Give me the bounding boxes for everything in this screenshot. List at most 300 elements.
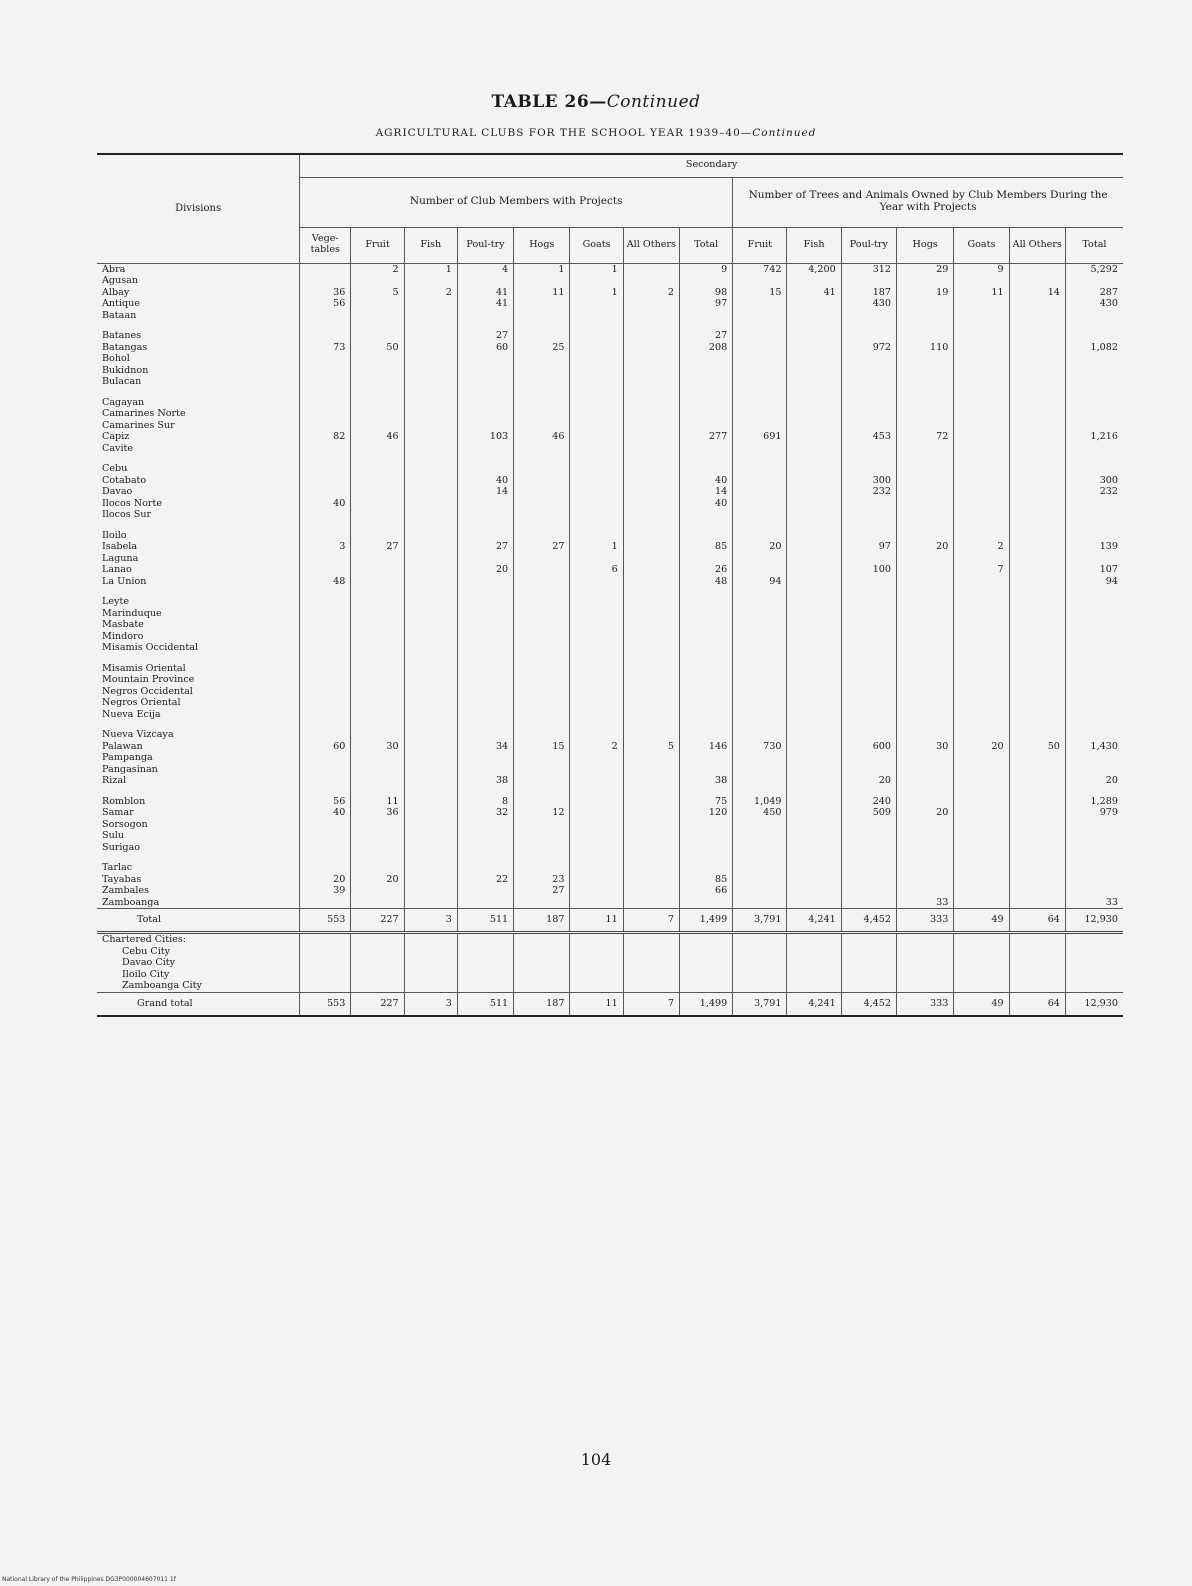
value-cell (897, 576, 954, 588)
value-cell: 240 (841, 787, 896, 808)
value-cell (457, 408, 513, 420)
table-row (97, 642, 1123, 654)
value-cell (1065, 321, 1123, 342)
value-cell (404, 619, 457, 631)
value-cell (1009, 969, 1065, 981)
value-cell: 232 (1065, 486, 1123, 498)
value-cell (897, 654, 954, 675)
value-cell (733, 842, 787, 854)
value-cell (954, 365, 1009, 377)
value-cell (570, 957, 623, 969)
value-cell (954, 807, 1009, 819)
value-cell (570, 709, 623, 721)
value-cell (787, 775, 841, 787)
col-header-members: Vege-tables (300, 227, 351, 263)
value-cell (841, 365, 896, 377)
division-name: Surigao (102, 841, 141, 853)
value-cell: 3,791 (733, 992, 787, 1015)
value-cell (623, 353, 679, 365)
value-cell (1009, 697, 1065, 709)
value-cell: 430 (1065, 298, 1123, 310)
value-cell (897, 874, 954, 886)
value-cell (954, 642, 1009, 654)
value-cell (954, 674, 1009, 686)
value-cell (514, 957, 570, 969)
value-cell (457, 365, 513, 377)
value-cell (623, 775, 679, 787)
value-cell (679, 353, 732, 365)
value-cell: 972 (841, 342, 896, 354)
value-cell (787, 587, 841, 608)
value-cell (841, 874, 896, 886)
value-cell (679, 553, 732, 565)
value-cell (897, 475, 954, 487)
table-row (97, 686, 1123, 698)
value-cell (1065, 980, 1123, 992)
value-cell (787, 853, 841, 874)
table-row (97, 897, 1123, 909)
value-cell (787, 298, 841, 310)
value-cell (404, 897, 457, 909)
table-row (97, 874, 1123, 886)
value-cell (954, 509, 1009, 521)
value-cell (787, 933, 841, 946)
division-name: Davao City (122, 957, 176, 968)
division-name: Sorsogon (102, 818, 148, 830)
value-cell (404, 454, 457, 475)
value-cell (954, 298, 1009, 310)
value-cell (404, 475, 457, 487)
table-row (97, 608, 1123, 620)
value-cell (514, 752, 570, 764)
value-cell: 97 (679, 298, 732, 310)
value-cell: 20 (300, 874, 351, 886)
value-cell (570, 509, 623, 521)
value-cell (1009, 553, 1065, 565)
value-cell (954, 830, 1009, 842)
value-cell: 187 (841, 287, 896, 299)
value-cell (733, 420, 787, 432)
table-row (97, 454, 1123, 475)
value-cell (404, 674, 457, 686)
value-cell (623, 521, 679, 542)
city-row (97, 980, 1123, 992)
value-cell: 50 (351, 342, 404, 354)
value-cell (300, 365, 351, 377)
value-cell (1065, 697, 1123, 709)
table-row (97, 885, 1123, 897)
division-name: Bataan (102, 309, 137, 321)
value-cell (404, 365, 457, 377)
value-cell (897, 553, 954, 565)
value-cell (351, 310, 404, 322)
value-cell (300, 321, 351, 342)
value-cell (733, 443, 787, 455)
value-cell (841, 752, 896, 764)
value-cell: 36 (351, 807, 404, 819)
table-row (97, 697, 1123, 709)
value-cell (841, 674, 896, 686)
total-row (97, 909, 1123, 933)
value-cell (1009, 819, 1065, 831)
value-cell: 2 (351, 263, 404, 275)
value-cell (897, 674, 954, 686)
value-cell (787, 365, 841, 377)
value-cell (623, 674, 679, 686)
table-row (97, 564, 1123, 576)
value-cell (404, 431, 457, 443)
value-cell (351, 830, 404, 842)
table-row (97, 275, 1123, 287)
value-cell (733, 587, 787, 608)
value-cell (300, 564, 351, 576)
value-cell (351, 775, 404, 787)
division-name: Laguna (102, 552, 139, 564)
value-cell: 14 (457, 486, 513, 498)
value-cell: 27 (351, 541, 404, 553)
value-cell (300, 980, 351, 992)
value-cell (623, 642, 679, 654)
value-cell (954, 874, 1009, 886)
division-name: Bukidnon (102, 364, 149, 376)
value-cell (1065, 521, 1123, 542)
value-cell: 1,049 (733, 787, 787, 808)
grand-total-row (97, 992, 1123, 1015)
value-cell (300, 388, 351, 409)
division-name: Cebu (102, 463, 128, 474)
value-cell (841, 631, 896, 643)
value-cell: 5,292 (1065, 263, 1123, 275)
value-cell: 227 (351, 909, 404, 933)
value-cell (954, 842, 1009, 854)
value-cell (623, 654, 679, 675)
value-cell: 9 (954, 263, 1009, 275)
value-cell (787, 353, 841, 365)
value-cell (514, 475, 570, 487)
value-cell (954, 957, 1009, 969)
value-cell: 333 (897, 909, 954, 933)
value-cell (954, 686, 1009, 698)
value-cell: 1 (404, 263, 457, 275)
value-cell (514, 275, 570, 287)
value-cell: 25 (514, 342, 570, 354)
value-cell: 39 (300, 885, 351, 897)
value-cell (897, 521, 954, 542)
value-cell (897, 408, 954, 420)
value-cell (954, 980, 1009, 992)
value-cell (514, 498, 570, 510)
value-cell (570, 619, 623, 631)
value-cell (300, 654, 351, 675)
value-cell (787, 946, 841, 958)
value-cell (897, 298, 954, 310)
table-row (97, 830, 1123, 842)
division-name: Grand total (97, 992, 300, 1015)
value-cell (514, 764, 570, 776)
value-cell: 1,216 (1065, 431, 1123, 443)
value-cell (841, 697, 896, 709)
value-cell (623, 631, 679, 643)
value-cell (897, 619, 954, 631)
value-cell: 100 (841, 564, 896, 576)
value-cell (897, 321, 954, 342)
value-cell (300, 933, 351, 946)
value-cell: 20 (954, 741, 1009, 753)
value-cell (841, 376, 896, 388)
value-cell (300, 697, 351, 709)
value-cell: 38 (679, 775, 732, 787)
value-cell: 20 (1065, 775, 1123, 787)
value-cell (404, 541, 457, 553)
division-name: Isabela (102, 541, 138, 552)
value-cell (1009, 298, 1065, 310)
value-cell (841, 969, 896, 981)
value-cell (404, 764, 457, 776)
value-cell (623, 486, 679, 498)
value-cell (733, 697, 787, 709)
value-cell (897, 830, 954, 842)
value-cell: 82 (300, 431, 351, 443)
division-name: Lanao (102, 564, 132, 575)
value-cell (787, 564, 841, 576)
value-cell (570, 353, 623, 365)
divisions-header: Divisions (97, 155, 300, 263)
division-name: Batangas (102, 341, 148, 353)
value-cell (570, 608, 623, 620)
value-cell (300, 475, 351, 487)
table-row (97, 420, 1123, 432)
value-cell (841, 897, 896, 909)
value-cell (1009, 608, 1065, 620)
value-cell (1009, 933, 1065, 946)
value-cell: 208 (679, 342, 732, 354)
value-cell: 40 (679, 498, 732, 510)
value-cell: 1 (514, 263, 570, 275)
value-cell (1009, 275, 1065, 287)
value-cell (351, 764, 404, 776)
value-cell: 730 (733, 741, 787, 753)
value-cell (570, 842, 623, 854)
value-cell (351, 587, 404, 608)
value-cell (623, 365, 679, 377)
value-cell (733, 521, 787, 542)
value-cell (351, 686, 404, 698)
value-cell: 187 (514, 909, 570, 933)
value-cell: 27 (457, 541, 513, 553)
division-name: Bohol (102, 353, 130, 364)
value-cell (841, 642, 896, 654)
value-cell (404, 697, 457, 709)
value-cell (623, 509, 679, 521)
value-cell (404, 969, 457, 981)
value-cell (570, 946, 623, 958)
value-cell (570, 885, 623, 897)
value-cell (404, 608, 457, 620)
value-cell (679, 674, 732, 686)
value-cell (1009, 775, 1065, 787)
table-row (97, 720, 1123, 741)
value-cell (841, 310, 896, 322)
value-cell (514, 980, 570, 992)
city-row (97, 969, 1123, 981)
value-cell (897, 443, 954, 455)
value-cell (733, 408, 787, 420)
value-cell (1065, 969, 1123, 981)
table-row (97, 541, 1123, 553)
col-header-owned: Poul-try (841, 227, 896, 263)
value-cell (351, 957, 404, 969)
value-cell (733, 874, 787, 886)
value-cell (404, 310, 457, 322)
division-name: Nueva Vizcaya (102, 729, 174, 740)
value-cell (1009, 807, 1065, 819)
value-cell (570, 874, 623, 886)
value-cell (457, 608, 513, 620)
value-cell (897, 764, 954, 776)
value-cell (787, 697, 841, 709)
value-cell: 30 (351, 741, 404, 753)
value-cell (404, 498, 457, 510)
value-cell (733, 353, 787, 365)
value-cell: 94 (733, 576, 787, 588)
value-cell (679, 420, 732, 432)
value-cell (841, 720, 896, 741)
value-cell (841, 454, 896, 475)
value-cell (841, 521, 896, 542)
value-cell (954, 475, 1009, 487)
value-cell (623, 431, 679, 443)
value-cell (300, 709, 351, 721)
value-cell (457, 969, 513, 981)
value-cell (457, 980, 513, 992)
value-cell (457, 764, 513, 776)
value-cell (1065, 310, 1123, 322)
value-cell (841, 842, 896, 854)
value-cell (841, 443, 896, 455)
value-cell (514, 298, 570, 310)
value-cell (404, 946, 457, 958)
col-header-members: Poul-try (457, 227, 513, 263)
value-cell (733, 819, 787, 831)
value-cell (623, 946, 679, 958)
value-cell (300, 521, 351, 542)
value-cell (351, 475, 404, 487)
value-cell: 691 (733, 431, 787, 443)
value-cell (514, 969, 570, 981)
value-cell (570, 321, 623, 342)
value-cell: 56 (300, 787, 351, 808)
value-cell (570, 388, 623, 409)
value-cell: 4,241 (787, 992, 841, 1015)
value-cell (841, 885, 896, 897)
table-row (97, 709, 1123, 721)
value-cell (404, 564, 457, 576)
value-cell (1009, 486, 1065, 498)
value-cell: 3 (300, 541, 351, 553)
value-cell (1065, 454, 1123, 475)
division-name: Zamboanga (102, 896, 160, 908)
value-cell (623, 980, 679, 992)
value-cell (570, 853, 623, 874)
value-cell (404, 933, 457, 946)
value-cell (733, 475, 787, 487)
value-cell (351, 376, 404, 388)
value-cell (300, 509, 351, 521)
value-cell: 8 (457, 787, 513, 808)
value-cell (570, 298, 623, 310)
value-cell (623, 885, 679, 897)
value-cell (787, 408, 841, 420)
value-cell: 11 (570, 992, 623, 1015)
value-cell (787, 509, 841, 521)
value-cell: 40 (457, 475, 513, 487)
value-cell (1065, 642, 1123, 654)
value-cell (841, 686, 896, 698)
value-cell (787, 819, 841, 831)
value-cell (1065, 709, 1123, 721)
value-cell (679, 697, 732, 709)
value-cell (1009, 787, 1065, 808)
value-cell (514, 697, 570, 709)
value-cell (954, 709, 1009, 721)
value-cell (570, 752, 623, 764)
value-cell (1065, 353, 1123, 365)
value-cell (1065, 946, 1123, 958)
value-cell (1009, 310, 1065, 322)
division-name: Nueva Ecija (102, 708, 161, 720)
value-cell (623, 342, 679, 354)
division-name: Zambales (102, 885, 150, 896)
value-cell (514, 509, 570, 521)
division-name: Mindoro (102, 630, 144, 642)
value-cell (954, 619, 1009, 631)
value-cell (733, 509, 787, 521)
value-cell: 64 (1009, 992, 1065, 1015)
value-cell (1065, 686, 1123, 698)
value-cell (514, 787, 570, 808)
value-cell (404, 842, 457, 854)
table-title-main: TABLE 26— (491, 92, 607, 112)
value-cell (514, 720, 570, 741)
value-cell (679, 709, 732, 721)
value-cell (570, 431, 623, 443)
value-cell (457, 697, 513, 709)
value-cell (514, 619, 570, 631)
table-row (97, 443, 1123, 455)
value-cell: 232 (841, 486, 896, 498)
value-cell (570, 642, 623, 654)
value-cell (733, 897, 787, 909)
value-cell (679, 842, 732, 854)
value-cell (351, 842, 404, 854)
table-row (97, 775, 1123, 787)
value-cell (787, 619, 841, 631)
value-cell (404, 298, 457, 310)
value-cell: 312 (841, 263, 896, 275)
value-cell (570, 897, 623, 909)
value-cell (404, 576, 457, 588)
col-header-members: Total (679, 227, 732, 263)
value-cell (897, 933, 954, 946)
value-cell (623, 408, 679, 420)
value-cell (570, 980, 623, 992)
value-cell (457, 498, 513, 510)
value-cell (787, 741, 841, 753)
value-cell (300, 587, 351, 608)
value-cell (514, 353, 570, 365)
value-cell (351, 420, 404, 432)
value-cell (300, 830, 351, 842)
